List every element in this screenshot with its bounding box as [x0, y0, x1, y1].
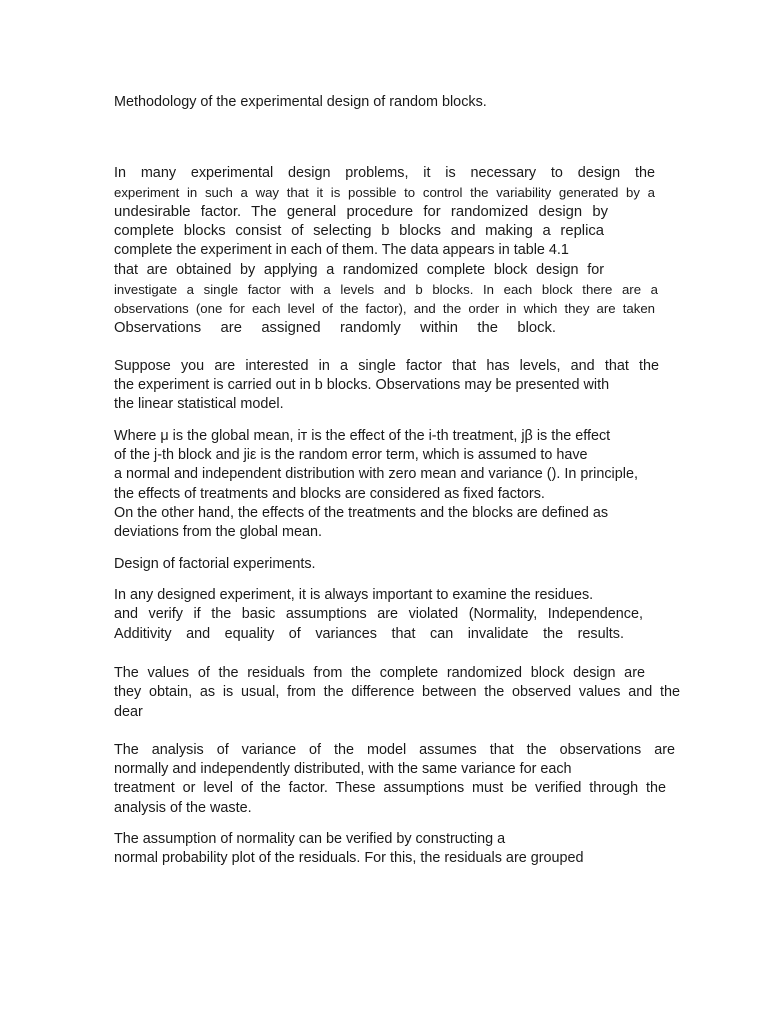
paragraph-line: The values of the residuals from the complete randomized block design are — [114, 665, 645, 681]
document-title: Methodology of the experimental design of random blocks. — [114, 94, 487, 110]
paragraph-line: a normal and independent distribution with zero mean and variance (). In principle, — [114, 466, 638, 482]
paragraph-line: On the other hand, the effects of the treatments and the blocks are defined as — [114, 505, 609, 521]
paragraph-line: the effects of treatments and blocks are considered as fixed factors. — [114, 486, 545, 502]
paragraph-line: normally and independently distributed, with the same variance for each — [114, 761, 572, 777]
paragraph-line: undesirable factor. The general procedure for randomized design by — [114, 204, 608, 220]
paragraph-line: The analysis of variance of the model assumes that the observations are — [114, 742, 675, 758]
paragraph-line: complete the experiment in each of them. The data appears in table 4.1 — [114, 242, 569, 258]
paragraph-line: Where μ is the global mean, iт is the effect of the i-th treatment, jβ is the effect — [114, 428, 611, 444]
paragraph-line: treatment or level of the factor. These assumptions must be verified through the — [114, 780, 666, 796]
paragraph-line: deviations from the global mean. — [114, 524, 322, 540]
paragraph-line: In many experimental design problems, it is necessary to design the — [114, 165, 655, 181]
paragraph-line: and verify if the basic assumptions are violated (Normality, Independence, — [114, 606, 643, 622]
paragraph-line: analysis of the waste. — [114, 800, 252, 816]
paragraph-line: The assumption of normality can be verified by constructing a — [114, 831, 506, 847]
paragraph-line: of the j-th block and jiε is the random error term, which is assumed to have — [114, 447, 588, 463]
paragraph-line: that are obtained by applying a randomized complete block design for — [114, 262, 604, 278]
paragraph-line: the experiment is carried out in b blocks. Observations may be presented with — [114, 377, 610, 393]
paragraph-line: the linear statistical model. — [114, 396, 284, 412]
paragraph-line: normal probability plot of the residuals. For this, the residuals are grouped — [114, 850, 584, 866]
paragraph-line: dear — [114, 704, 143, 720]
paragraph-line: investigate a single factor with a levels and b blocks. In each block there are a — [114, 282, 658, 297]
paragraph-line: complete blocks consist of selecting b blocks and making a replica — [114, 223, 604, 239]
paragraph-line: Suppose you are interested in a single factor that has levels, and that the — [114, 358, 659, 374]
paragraph-line: In any designed experiment, it is always important to examine the residues. — [114, 587, 594, 603]
paragraph-line: they obtain, as is usual, from the difference between the observed values and the — [114, 684, 680, 700]
paragraph-line: observations (one for each level of the factor), and the order in which they are taken — [114, 301, 655, 316]
paragraph-line: Additivity and equality of variances that can invalidate the results. — [114, 626, 624, 642]
paragraph-line: experiment in such a way that it is possible to control the variability generated by a — [114, 185, 655, 200]
paragraph-line: Observations are assigned randomly within the block. — [114, 320, 556, 336]
section-heading: Design of factorial experiments. — [114, 556, 316, 572]
